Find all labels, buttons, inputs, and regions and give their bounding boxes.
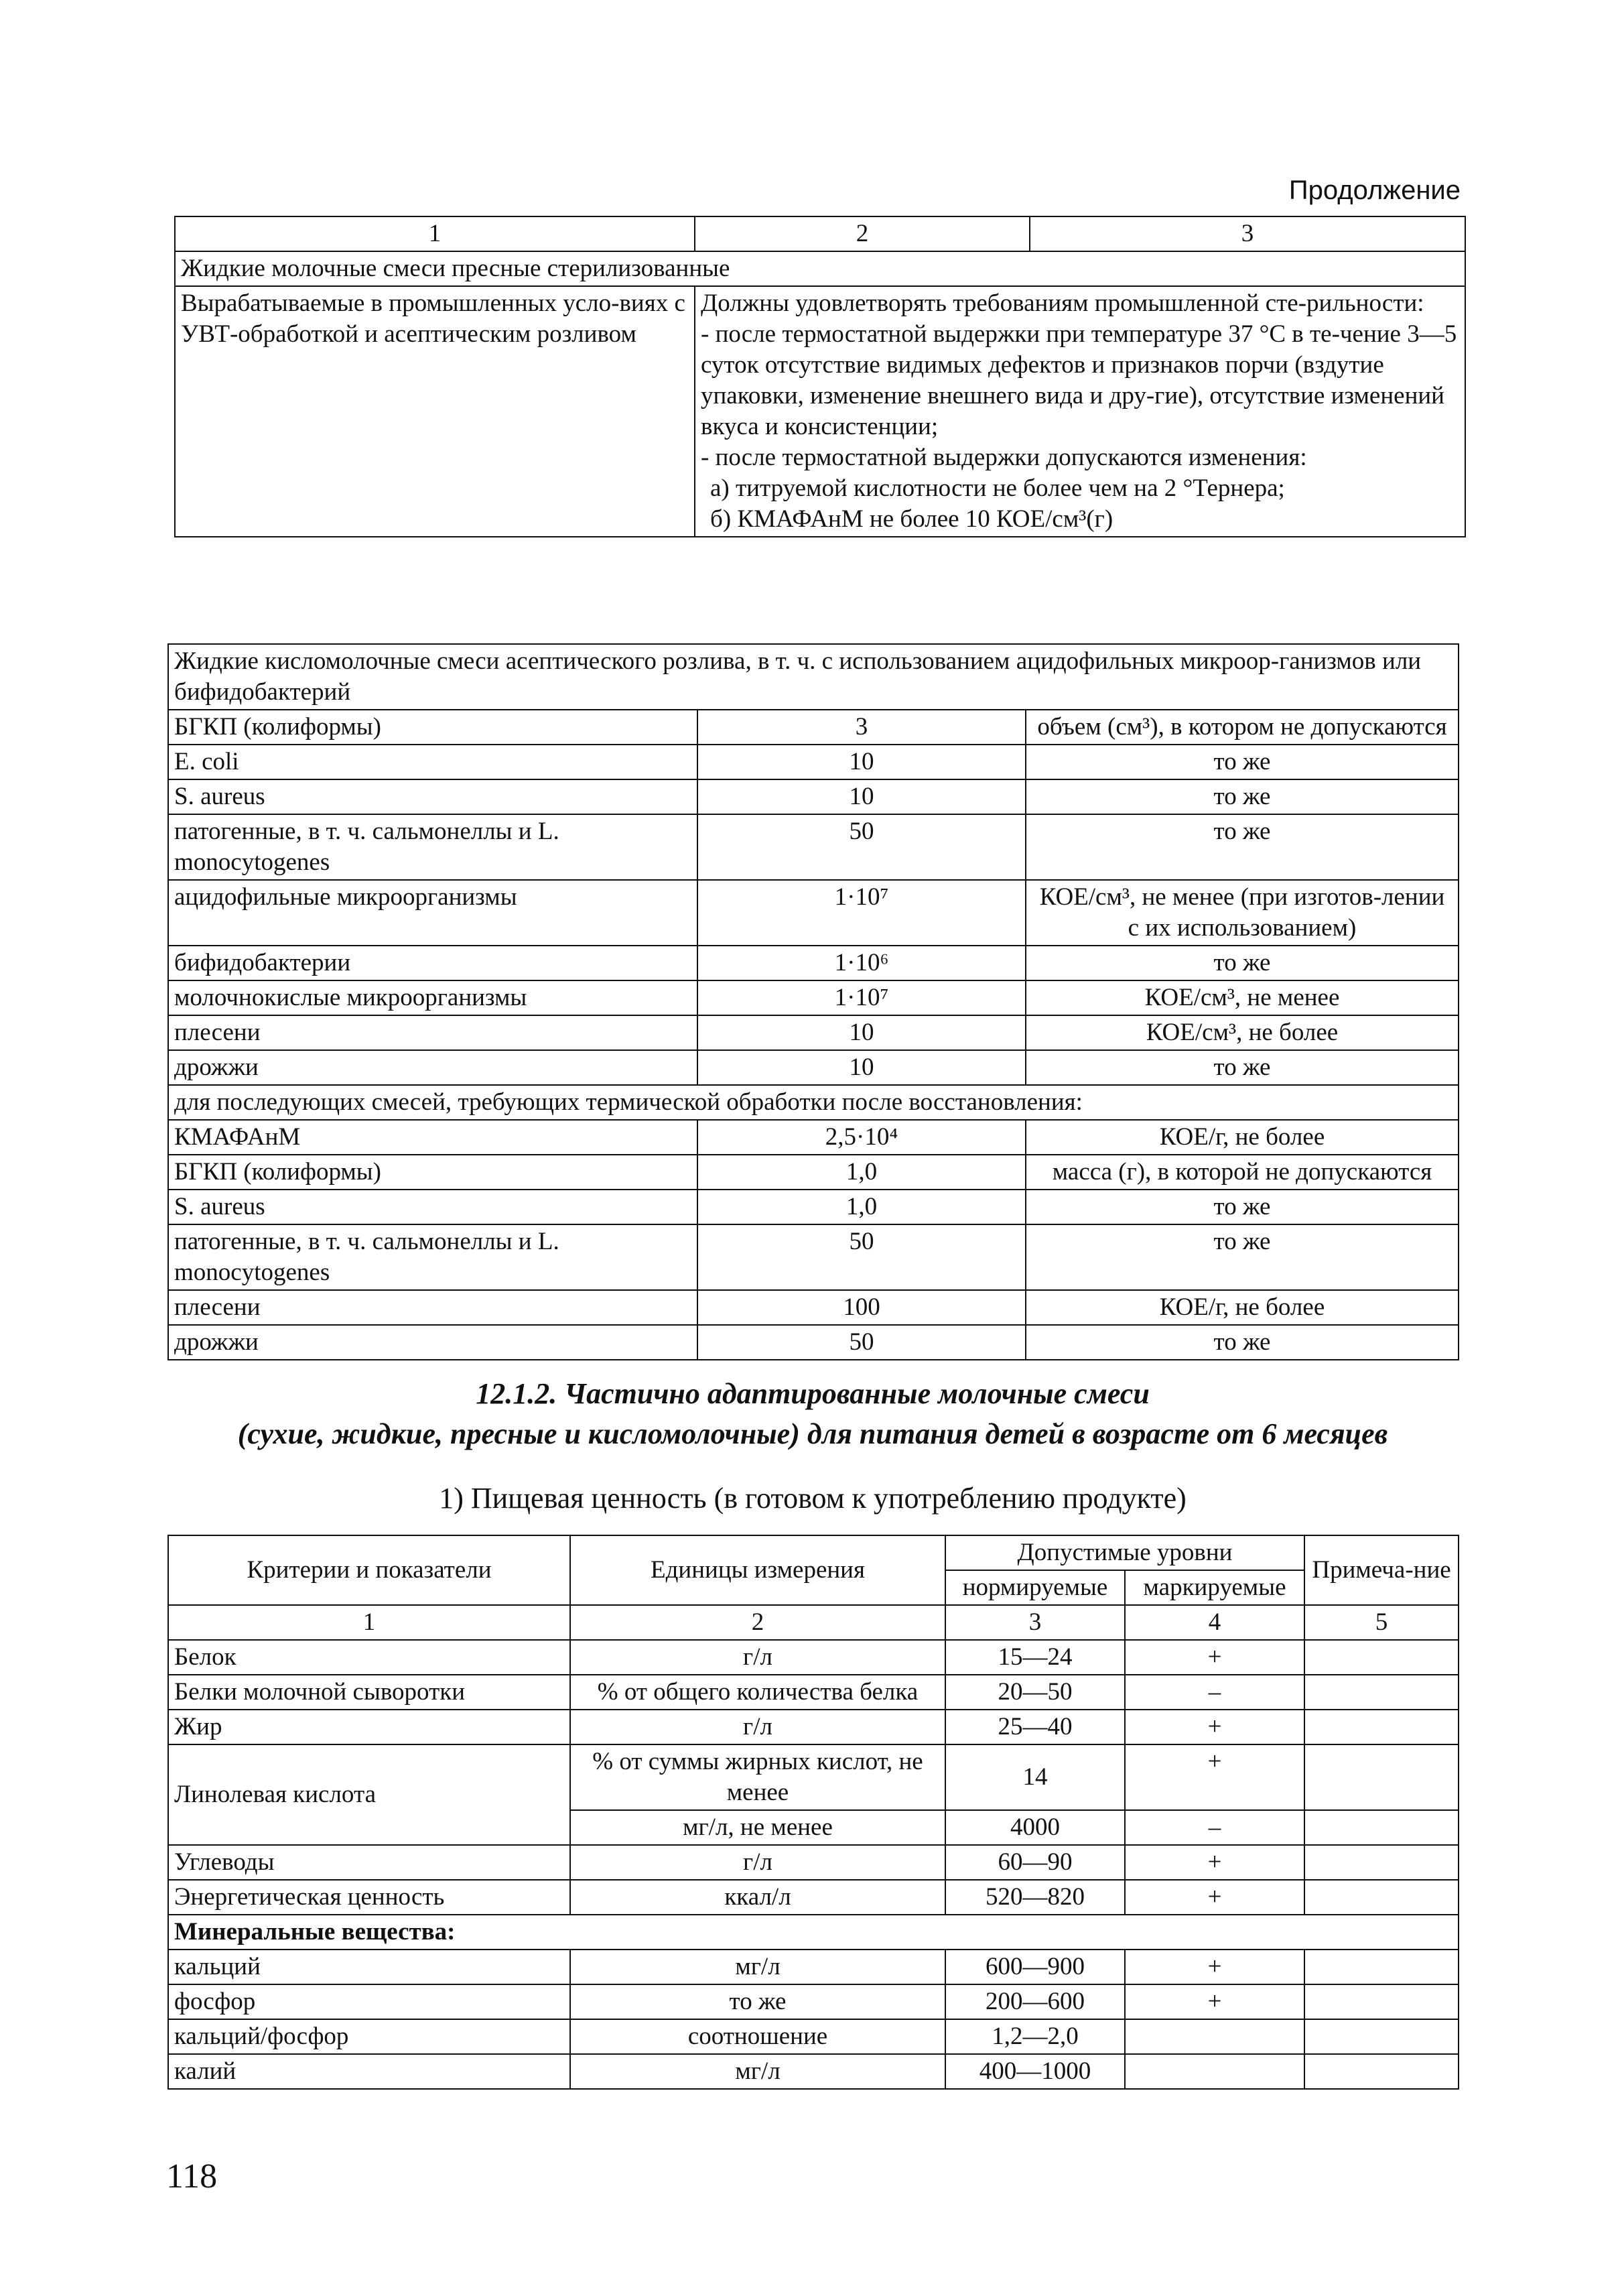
row-note: объем (см³), в котором не допускаются (1026, 710, 1459, 745)
row-name: ацидофильные микроорганизмы (168, 880, 697, 946)
row-name: дрожжи (168, 1050, 697, 1085)
row-name: кальций/фосфор (168, 2019, 570, 2054)
row-name: Жир (168, 1710, 570, 1744)
section-heading (167, 1374, 1458, 1454)
row-note: то же (1026, 1325, 1459, 1360)
sterilized-mixes-table (174, 216, 1466, 537)
nutrition-table (167, 1535, 1459, 2090)
row-name: калий (168, 2054, 570, 2089)
row-mark: + (1125, 1640, 1304, 1675)
row-value: 10 (697, 779, 1026, 814)
row-note: КОЕ/см³, не менее (при изготов-лении с их использованием) (1026, 880, 1459, 946)
row-value: 50 (697, 1224, 1026, 1290)
row-note: масса (г), в которой не допускаются (1026, 1155, 1459, 1190)
requirement-line: б) КМАФАнМ не более 10 КОЕ/см³(г) (710, 505, 1113, 533)
row-value: 50 (697, 1325, 1026, 1360)
row-unit: мг/л (570, 2054, 945, 2089)
row-note: то же (1026, 1050, 1459, 1085)
row-name: Энергетическая ценность (168, 1880, 570, 1915)
row-note (1304, 1950, 1459, 1984)
row-name: Линолевая кислота (168, 1744, 570, 1845)
table-row (168, 1675, 1459, 1710)
row-note: то же (1026, 745, 1459, 779)
table-row (168, 946, 1459, 980)
row-mark (1125, 2019, 1304, 2054)
row-note (1304, 1880, 1459, 1915)
row-unit: % от общего количества белка (570, 1675, 945, 1710)
row-name: плесени (168, 1290, 697, 1325)
section-row (168, 644, 1459, 710)
row-name: Белок (168, 1640, 570, 1675)
row-note (1304, 1845, 1459, 1880)
row-note (1304, 1640, 1459, 1675)
header-note: Примеча-ние (1304, 1535, 1459, 1605)
table-row (168, 779, 1459, 814)
col-number: 1 (168, 1605, 570, 1640)
table-row (168, 1880, 1459, 1915)
row-mark: – (1125, 1810, 1304, 1845)
table-row (168, 1015, 1459, 1050)
row-name: бифидобактерии (168, 946, 697, 980)
row-name: БГКП (колиформы) (168, 1155, 697, 1190)
row-name: Белки молочной сыворотки (168, 1675, 570, 1710)
requirement-line: - после термостатной выдержки при температуре 37 °С в те-чение 3—5 суток отсутствие видимых дефектов и признаков порчи (вздутие упаковки, изменение внешнего вида и дру-гие), отсутствие изменений вкуса и консистенции; (701, 320, 1457, 440)
row-note (1304, 1984, 1459, 2019)
row-name: КМАФАнМ (168, 1120, 697, 1155)
col-number: 2 (695, 216, 1030, 251)
row-unit: ккал/л (570, 1880, 945, 1915)
table-header-row (168, 1535, 1459, 1570)
row-name: E. coli (168, 745, 697, 779)
row-norm: 20—50 (945, 1675, 1125, 1710)
table-row (168, 1325, 1459, 1360)
row-mark: + (1125, 1845, 1304, 1880)
row-value: 1·10⁶ (697, 946, 1026, 980)
row-norm: 15—24 (945, 1640, 1125, 1675)
row-label: Вырабатываемые в промышленных усло-виях с УВТ-обработкой и асептическим розливом (175, 286, 695, 537)
row-mark: + (1125, 1984, 1304, 2019)
row-norm: 400—1000 (945, 2054, 1125, 2089)
row-name: S. aureus (168, 779, 697, 814)
row-note (1304, 1710, 1459, 1744)
table-row (168, 745, 1459, 779)
table-row (168, 1155, 1459, 1190)
col-number: 2 (570, 1605, 945, 1640)
table-row (168, 1744, 1459, 1810)
table-row (168, 1224, 1459, 1290)
row-note: то же (1026, 1190, 1459, 1224)
section-title: Жидкие кисломолочные смеси асептического розлива, в т. ч. с использованием ацидофильных микроор-ганизмов или бифидобактерий (168, 644, 1459, 710)
section-row (168, 1915, 1459, 1950)
table-row (168, 2054, 1459, 2089)
col-number: 1 (175, 216, 695, 251)
table-row (168, 1120, 1459, 1155)
row-mark: + (1125, 1710, 1304, 1744)
minerals-title: Минеральные вещества: (168, 1915, 1459, 1950)
table-row (168, 1845, 1459, 1880)
requirement-line: а) титруемой кислотности не более чем на 2 °Тернера; (710, 474, 1285, 502)
table-header-row (175, 216, 1465, 251)
requirement-line: - после термостатной выдержки допускаются изменения: (701, 444, 1307, 471)
row-value: 1·10⁷ (697, 980, 1026, 1015)
row-note: то же (1026, 814, 1459, 880)
row-mark: + (1125, 1950, 1304, 1984)
row-norm: 14 (945, 1744, 1125, 1810)
row-note (1304, 1810, 1459, 1845)
table-caption: 1) Пищевая ценность (в готовом к употреблению продукте) (439, 1482, 1187, 1515)
table-row (168, 980, 1459, 1015)
row-mark: + (1125, 1880, 1304, 1915)
row-name: патогенные, в т. ч. сальмонеллы и L. monocytogenes (168, 814, 697, 880)
row-name: фосфор (168, 1984, 570, 2019)
row-value: 3 (697, 710, 1026, 745)
section-row (168, 1085, 1459, 1120)
row-name: дрожжи (168, 1325, 697, 1360)
row-note (1304, 1744, 1459, 1810)
row-value: 10 (697, 1050, 1026, 1085)
row-unit: г/л (570, 1710, 945, 1744)
section-title: для последующих смесей, требующих термической обработки после восстановления: (168, 1085, 1459, 1120)
table-row (168, 710, 1459, 745)
row-value: 1,0 (697, 1155, 1026, 1190)
continued-label: Продолжение (1288, 176, 1461, 205)
row-value: 100 (697, 1290, 1026, 1325)
row-mark: – (1125, 1675, 1304, 1710)
row-value: 1,0 (697, 1190, 1026, 1224)
row-note: КОЕ/см³, не более (1026, 1015, 1459, 1050)
row-norm: 200—600 (945, 1984, 1125, 2019)
row-unit: мг/л, не менее (570, 1810, 945, 1845)
row-norm: 4000 (945, 1810, 1125, 1845)
row-unit: % от суммы жирных кислот, не менее (570, 1744, 945, 1810)
row-name: Углеводы (168, 1845, 570, 1880)
row-value: 2,5·10⁴ (697, 1120, 1026, 1155)
fermented-mixes-table (167, 643, 1459, 1360)
header-criteria: Критерии и показатели (168, 1535, 570, 1605)
row-unit: г/л (570, 1845, 945, 1880)
table-row (168, 1950, 1459, 1984)
requirements-cell (695, 286, 1465, 537)
table-row (168, 1190, 1459, 1224)
row-unit: мг/л (570, 1950, 945, 1984)
row-note (1304, 1675, 1459, 1710)
row-value: 1·10⁷ (697, 880, 1026, 946)
table-row (168, 2019, 1459, 2054)
row-note: то же (1026, 946, 1459, 980)
header-normalized: нормируемые (945, 1570, 1125, 1605)
header-units: Единицы измерения (570, 1535, 945, 1605)
row-unit: то же (570, 1984, 945, 2019)
col-number: 3 (945, 1605, 1125, 1640)
row-note: КОЕ/г, не более (1026, 1120, 1459, 1155)
row-name: кальций (168, 1950, 570, 1984)
col-number: 4 (1125, 1605, 1304, 1640)
page-number: 118 (166, 2157, 218, 2195)
row-note: КОЕ/г, не более (1026, 1290, 1459, 1325)
table-row (168, 1640, 1459, 1675)
row-norm: 60—90 (945, 1845, 1125, 1880)
row-name: патогенные, в т. ч. сальмонеллы и L. monocytogenes (168, 1224, 697, 1290)
col-number: 5 (1304, 1605, 1459, 1640)
row-norm: 520—820 (945, 1880, 1125, 1915)
heading-line: 12.1.2. Частично адаптированные молочные смеси (476, 1377, 1150, 1410)
table-number-row (168, 1605, 1459, 1640)
row-note: КОЕ/см³, не менее (1026, 980, 1459, 1015)
requirement-line: Должны удовлетворять требованиям промышленной сте-рильности: (701, 290, 1424, 317)
row-unit: соотношение (570, 2019, 945, 2054)
table-row (168, 1984, 1459, 2019)
row-mark: + (1125, 1744, 1304, 1810)
table-row (168, 880, 1459, 946)
section-row (175, 251, 1465, 286)
row-value: 10 (697, 1015, 1026, 1050)
section-title: Жидкие молочные смеси пресные стерилизованные (175, 251, 1465, 286)
row-norm: 25—40 (945, 1710, 1125, 1744)
col-number: 3 (1030, 216, 1465, 251)
header-labeled: маркируемые (1125, 1570, 1304, 1605)
table-row (168, 1050, 1459, 1085)
table-row (168, 1290, 1459, 1325)
row-norm: 600—900 (945, 1950, 1125, 1984)
row-norm: 1,2—2,0 (945, 2019, 1125, 2054)
row-mark (1125, 2054, 1304, 2089)
row-value: 10 (697, 745, 1026, 779)
row-unit: г/л (570, 1640, 945, 1675)
header-levels: Допустимые уровни (945, 1535, 1304, 1570)
row-note (1304, 2054, 1459, 2089)
heading-line: (сухие, жидкие, пресные и кисломолочные) для питания детей в возрасте от 6 месяцев (237, 1417, 1388, 1450)
row-name: плесени (168, 1015, 697, 1050)
row-name: БГКП (колиформы) (168, 710, 697, 745)
row-note: то же (1026, 1224, 1459, 1290)
row-note: то же (1026, 779, 1459, 814)
row-value: 50 (697, 814, 1026, 880)
table-row (168, 1710, 1459, 1744)
row-name: S. aureus (168, 1190, 697, 1224)
row-name: молочнокислые микроорганизмы (168, 980, 697, 1015)
table-row (168, 814, 1459, 880)
row-note (1304, 2019, 1459, 2054)
table-row (175, 286, 1465, 537)
